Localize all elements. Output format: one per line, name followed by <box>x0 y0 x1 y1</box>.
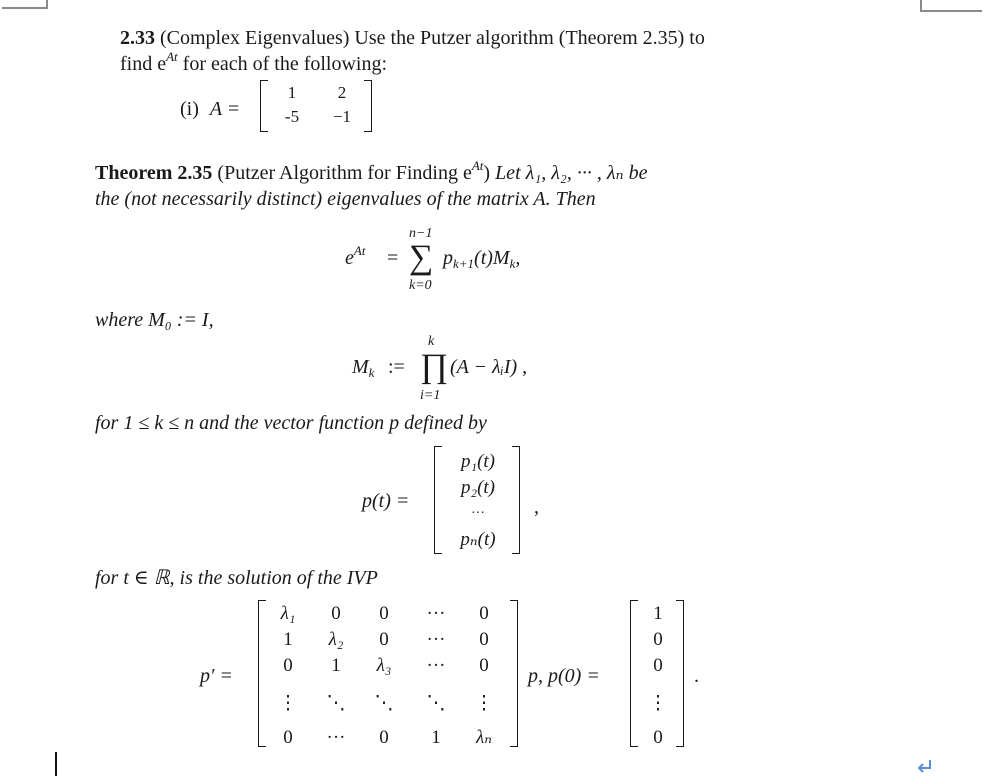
return-icon[interactable] <box>915 758 937 776</box>
exercise-line2-pre: find e <box>120 53 167 75</box>
theorem-statement-2: the (not necessarily distinct) eigenvalues of the matrix A. Then <box>95 188 596 210</box>
pvec-left-bracket <box>434 446 442 554</box>
eq2-prod-symbol: ∏ <box>420 348 448 385</box>
pvec-entry: p₂(t) <box>460 477 496 498</box>
eq1-sum-bottom: k=0 <box>409 278 432 293</box>
ivp-matrix-cell: 1 <box>331 655 341 676</box>
ivp-matrix-cell: 0 <box>379 603 389 624</box>
ivp-matrix-cell: 0 <box>283 655 293 676</box>
ivp-matrix-cell: 1 <box>283 629 293 650</box>
ivp-matrix-cell: 1 <box>431 727 441 748</box>
matrix-a-cell: -5 <box>284 107 300 126</box>
theorem-label: Theorem 2.35 <box>95 162 213 184</box>
eq1-rhs-sub: k+1 <box>453 256 475 271</box>
ivp-matrix-cell: λₙ <box>476 727 492 748</box>
eq3-lhs: p(t) = <box>362 490 410 512</box>
exercise-line-2 <box>120 51 387 79</box>
ivp-matrix-cell: ⋱ <box>426 693 446 714</box>
theorem-statement-1: Let λ₁, λ₂, ··· , λₙ be <box>495 162 648 184</box>
eq1-rhs-post: (t)M <box>474 247 510 269</box>
theorem-title-sup: At <box>471 158 484 173</box>
eq1-sum-top: n−1 <box>409 226 433 241</box>
eq1-rhs-end: , <box>515 247 521 269</box>
ivp-matrix-cell: ··· <box>426 655 446 676</box>
eq1-lhs-sup: At <box>353 243 366 258</box>
eq1-lhs: e <box>345 247 354 269</box>
init-vector-entry: 0 <box>653 727 663 748</box>
exercise-line2-post: for each of the following: <box>182 53 388 75</box>
init-vector-entry: 0 <box>653 629 663 650</box>
exercise-title: (Complex Eigenvalues) <box>160 27 350 49</box>
ivp-matrix-cell: 0 <box>479 629 489 650</box>
init-vec-right-bracket <box>676 600 684 747</box>
eq1-rhs: p <box>443 247 453 269</box>
eq2-lhs-sub: k <box>368 365 375 380</box>
eq1-equals: = <box>387 247 399 269</box>
ivp-matrix-cell: ⋮ <box>278 693 298 714</box>
matrix-a-left-bracket <box>260 80 268 132</box>
ivp-matrix-cell: λ₁ <box>280 603 296 624</box>
ivp-matrix-cell: 0 <box>283 727 293 748</box>
ivp-matrix-cell: λ₂ <box>328 629 344 650</box>
theorem-line-1 <box>95 160 648 188</box>
eq1-sum-symbol: ∑ <box>409 239 434 276</box>
part-label: (i) <box>180 98 199 120</box>
ivp-mid: p, p(0) = <box>528 665 600 687</box>
matrix-var: A = <box>209 98 241 120</box>
exercise-part-label <box>180 96 240 122</box>
ivp-matrix-cell: ⋱ <box>326 693 346 714</box>
ivp-matrix-cell: ··· <box>426 629 446 650</box>
theorem-title-post: ) <box>483 162 491 184</box>
exercise-number: 2.33 <box>120 27 155 49</box>
for-text: for 1 ≤ k ≤ n and the vector function p defined by <box>95 412 487 434</box>
ivp-matrix-cell: 0 <box>331 603 341 624</box>
ivp-matrix-cell: 0 <box>379 629 389 650</box>
text-cursor <box>55 752 57 776</box>
pvec-entry: pₙ(t) <box>460 529 496 550</box>
eq1-rhs-sub2: k <box>509 256 516 271</box>
ivp-matrix-cell: 0 <box>379 727 389 748</box>
pvec-right-bracket <box>512 446 520 554</box>
ivp-matrix-cell: ⋮ <box>474 693 494 714</box>
exercise-line-1 <box>120 25 705 51</box>
eq2-prod-top: k <box>428 334 435 349</box>
ivp-matrix-right-bracket <box>510 600 518 747</box>
eq3-comma: , <box>534 496 539 518</box>
eq2-assign: := <box>388 356 405 378</box>
exercise-text: Use the Putzer algorithm (Theorem 2.35) to <box>354 27 705 49</box>
ivp-matrix-cell: λ₃ <box>376 655 392 676</box>
eq2-lhs: M <box>352 356 369 378</box>
eq2-rhs: (A − λᵢI) , <box>450 356 528 378</box>
ivp-matrix-cell: ··· <box>326 727 346 748</box>
equation-exp-sum <box>345 228 605 298</box>
init-vec-left-bracket <box>630 600 638 747</box>
ivp-matrix-left-bracket <box>258 600 266 747</box>
init-vector-entry: 1 <box>653 603 663 624</box>
equation-mk-product <box>352 336 592 406</box>
matrix-a-cell: 1 <box>287 83 297 102</box>
eq2-prod-bottom: i=1 <box>420 388 441 403</box>
ivp-matrix-cell: 0 <box>479 603 489 624</box>
exercise-line2-sup: At <box>166 49 178 64</box>
ivp-text: for t ∈ ℝ, is the solution of the IVP <box>95 567 378 589</box>
init-vector-entry: ⋮ <box>648 693 668 714</box>
pvec-entry: p₁(t) <box>460 451 496 472</box>
page-corner-top-left <box>2 0 48 9</box>
ivp-matrix-cell: ⋱ <box>374 693 394 714</box>
ivp-lhs: p′ = <box>200 665 233 687</box>
where-text: where M₀ := I, <box>95 309 214 331</box>
matrix-a-right-bracket <box>364 80 372 132</box>
theorem-title-pre: (Putzer Algorithm for Finding e <box>217 162 472 184</box>
ivp-end: . <box>694 665 699 687</box>
page-corner-top-right <box>920 0 982 12</box>
ivp-matrix-cell: ··· <box>426 603 446 624</box>
pvec-entry: ··· <box>471 506 485 521</box>
init-vector-entry: 0 <box>653 655 663 676</box>
matrix-a-cell: 2 <box>337 83 347 102</box>
matrix-a-cell: −1 <box>332 107 352 126</box>
ivp-matrix-cell: 0 <box>479 655 489 676</box>
